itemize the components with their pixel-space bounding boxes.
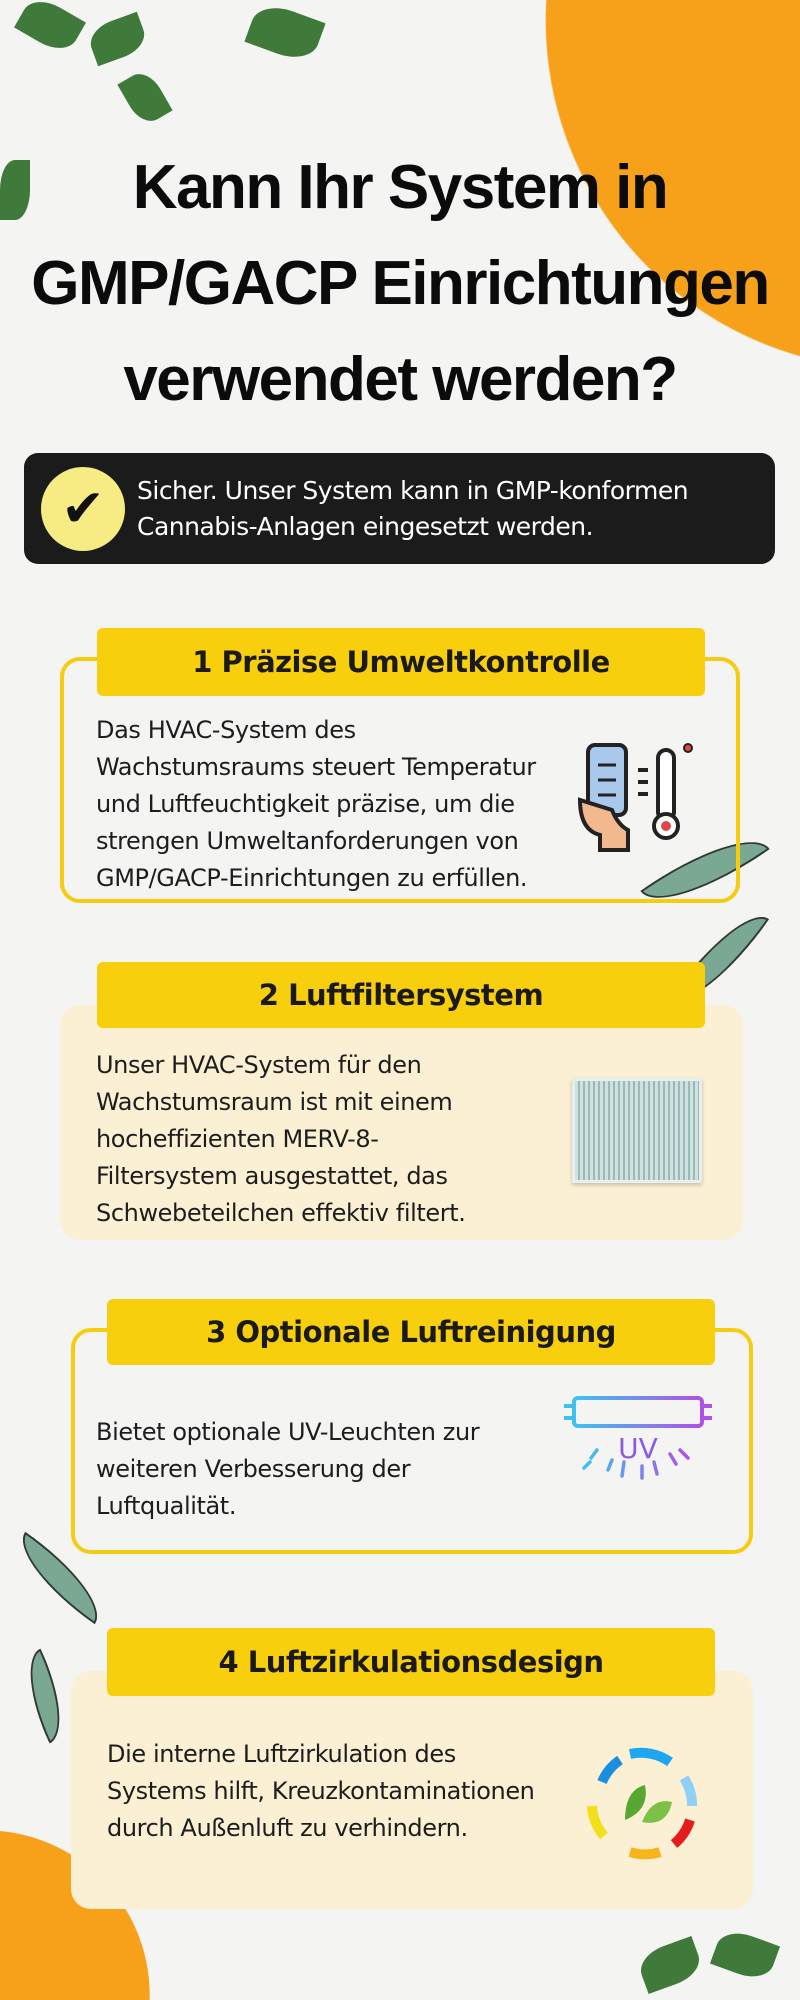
text-line: Wachstumsraum ist mit einem <box>96 1088 453 1116</box>
text-line: Die interne Luftzirkulation des <box>107 1740 456 1768</box>
leaf-decoration <box>244 0 325 66</box>
title-line: Kann Ihr System in <box>132 153 668 222</box>
phone-thermometer-icon <box>578 740 698 860</box>
text-line: GMP/GACP-Einrichtungen zu erfüllen. <box>96 864 528 892</box>
section-text-2 <box>96 1047 465 1232</box>
text-line: Bietet optionale UV-Leuchten zur <box>96 1418 480 1446</box>
text-line: Systems hilft, Kreuzkontaminationen <box>107 1777 535 1805</box>
text-line: hocheffizienten MERV-8- <box>96 1125 379 1153</box>
leaf-decoration <box>117 67 172 128</box>
text-line: Das HVAC-System des <box>96 716 356 744</box>
section-text-4 <box>107 1736 535 1847</box>
answer-line: Sicher. Unser System kann in GMP-konformen <box>137 475 689 505</box>
text-line: Filtersystem ausgestattet, das <box>96 1162 448 1190</box>
section-heading-4: 4 Luftzirkulationsdesign <box>107 1628 715 1696</box>
leaf-decoration <box>14 0 86 57</box>
answer-banner <box>24 453 775 564</box>
leaf-decoration <box>85 12 150 67</box>
answer-text <box>137 473 688 545</box>
text-line: und Luftfeuchtigkeit präzise, um die <box>96 790 515 818</box>
section-heading-3: 3 Optionale Luftreinigung <box>107 1299 715 1365</box>
leaf-decoration <box>710 1926 780 1984</box>
leaf-decoration <box>11 1648 78 1743</box>
text-line: Schwebeteilchen effektiv filtert. <box>96 1199 466 1227</box>
text-line: Luftqualität. <box>96 1492 237 1520</box>
text-line: Unser HVAC-System für den <box>96 1051 422 1079</box>
leaf-decoration <box>635 1936 705 1994</box>
section-text-3 <box>96 1414 479 1525</box>
text-line: weiteren Verbesserung der <box>96 1455 411 1483</box>
uv-label: UV <box>618 1432 658 1465</box>
uv-lamp-icon <box>562 1390 722 1490</box>
title-line: verwendet werden? <box>123 345 677 414</box>
page-title <box>0 140 800 428</box>
text-line: Wachstumsraums steuert Temperatur <box>96 753 536 781</box>
title-line: GMP/GACP Einrichtungen <box>31 249 769 318</box>
air-filter-icon <box>572 1078 702 1183</box>
air-circulation-icon <box>580 1740 705 1865</box>
section-heading-1: 1 Präzise Umweltkontrolle <box>97 628 705 696</box>
text-line: strengen Umweltanforderungen von <box>96 827 519 855</box>
section-heading-2: 2 Luftfiltersystem <box>97 962 705 1028</box>
answer-line: Cannabis-Anlagen eingesetzt werden. <box>137 511 594 541</box>
checkmark-icon: ✔ <box>41 467 125 551</box>
section-text-1 <box>96 712 536 897</box>
text-line: durch Außenluft zu verhindern. <box>107 1814 468 1842</box>
